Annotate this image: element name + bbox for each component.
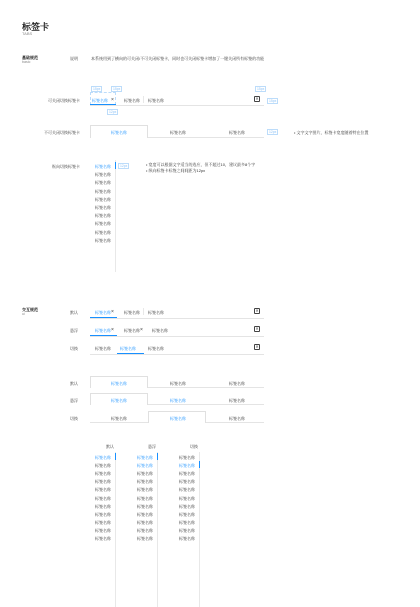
vertical-tab-item[interactable]: 标签名称 <box>95 511 111 517</box>
vertical-tab-item[interactable]: 标签名称 <box>95 188 111 194</box>
close-all-icon[interactable]: ✕ <box>255 326 259 331</box>
vertical-active-indicator <box>199 461 200 468</box>
vertical-active-indicator <box>157 453 158 460</box>
unclosable-tab-active[interactable]: 标签名称 <box>111 398 127 403</box>
tab-bar-baseline <box>90 318 264 319</box>
spacing-annotation: 12px <box>120 164 128 168</box>
spacing-annotation: 15px <box>93 87 101 91</box>
state-label-hover: 悬浮 <box>70 328 78 333</box>
closable-tab[interactable]: 标签名称 <box>148 346 164 351</box>
vertical-tab-item[interactable]: 标签名称 <box>95 479 111 485</box>
vertical-active-indicator <box>115 162 116 169</box>
closable-tab[interactable]: 标签名称 <box>148 98 164 103</box>
spacing-annotation: 15px <box>257 87 265 91</box>
state-label-switch: 切换 <box>70 346 78 351</box>
closable-tab[interactable]: 标签名称 <box>124 310 140 315</box>
tab-divider <box>143 308 144 315</box>
vertical-tab-item[interactable]: 标签名称 <box>95 487 111 493</box>
unclosable-tab[interactable]: 标签名称 <box>170 130 186 135</box>
closable-tab[interactable]: 标签名称 <box>124 98 140 103</box>
description-label: 说明 <box>70 56 78 61</box>
note-text: • 宽度可以根据文字适当的选应，但不超过10，建议最多8个字 <box>146 162 256 167</box>
active-tab-indicator <box>90 335 117 336</box>
vertical-tab-rail <box>115 452 116 607</box>
unclosable-tab[interactable]: 标签名称 <box>111 416 127 421</box>
state-label-default: 默认 <box>70 310 78 315</box>
note-text: • 文字文字图片，标签卡宽度随着特在位置 <box>294 130 369 135</box>
vertical-tab-item[interactable]: 标签名称 <box>95 237 111 243</box>
closable-tab-active[interactable]: 标签名称 <box>120 346 136 351</box>
unclosable-tab[interactable]: 标签名称 <box>229 381 245 386</box>
spacing-annotation: 12px <box>109 110 117 114</box>
vertical-tab-item[interactable]: 标签名称 <box>179 479 195 485</box>
spacing-annotation: 15px <box>113 87 121 91</box>
state-label-hover: 悬浮 <box>70 398 78 403</box>
state-label-hover: 悬浮 <box>148 444 156 449</box>
state-label-default: 默认 <box>70 381 78 386</box>
vertical-tab-item[interactable]: 标签名称 <box>95 221 111 227</box>
vertical-tab-item[interactable]: 标签名称 <box>95 205 111 210</box>
vertical-tab-item[interactable]: 标签名称 <box>179 455 195 460</box>
close-icon[interactable]: × <box>111 97 114 103</box>
vertical-tab-item[interactable]: 标签名称 <box>179 527 195 533</box>
note-text: • 纵向标签卡标签之间间距为12px <box>146 168 206 173</box>
spacing-annotation: 12px <box>269 130 277 134</box>
vertical-tab-item[interactable]: 标签名称 <box>95 229 111 235</box>
vertical-tab-item[interactable]: 标签名称 <box>137 519 153 525</box>
vertical-tab-item[interactable]: 标签名称 <box>179 487 195 493</box>
closable-tab-active[interactable]: 标签名称 <box>95 328 111 333</box>
tab-bar-baseline <box>90 336 264 337</box>
vertical-tab-item[interactable]: 标签名称 <box>179 511 195 517</box>
vertical-tab-item[interactable]: 标签名称 <box>137 463 153 469</box>
vertical-tab-item[interactable]: 标签名称 <box>95 213 111 219</box>
vertical-tab-rail <box>115 160 116 272</box>
page-subtitle: TABS <box>22 31 33 36</box>
tab-bar-baseline <box>90 105 264 106</box>
vertical-tab-item[interactable]: 标签名称 <box>95 172 111 178</box>
closable-tab-active[interactable]: 标签名称 <box>92 98 108 103</box>
close-icon[interactable]: × <box>111 327 114 333</box>
vertical-tab-rail <box>157 452 158 607</box>
unclosable-tab-active[interactable]: 标签名称 <box>170 416 186 421</box>
vertical-tab-item[interactable]: 标签名称 <box>95 471 111 477</box>
vertical-tab-item[interactable]: 标签名称 <box>137 455 153 460</box>
closable-tabs-label: 可关闭切换标签卡 <box>48 98 80 103</box>
vertical-tab-item[interactable]: 标签名称 <box>95 455 111 460</box>
closable-tab[interactable]: 标签名称 <box>95 346 111 351</box>
vertical-tab-item[interactable]: 标签名称 <box>137 495 153 501</box>
spacing-annotation: 15px <box>269 99 277 103</box>
description-text: 本系统用到了横向的可关闭/不可关闭标签卡，同时也可关闭标签卡增加了一键关闭所有标签的功能 <box>91 56 265 61</box>
vertical-tab-item[interactable]: 标签名称 <box>137 536 153 541</box>
unclosable-tab[interactable]: 标签名称 <box>229 130 245 135</box>
vertical-tab-item[interactable]: 标签名称 <box>179 495 195 501</box>
active-tab-indicator <box>117 353 144 354</box>
unclosable-tab[interactable]: 标签名称 <box>229 416 245 421</box>
vertical-tab-item[interactable]: 标签名称 <box>95 463 111 469</box>
vertical-tab-item[interactable]: 标签名称 <box>179 463 195 469</box>
vertical-tab-item[interactable]: 标签名称 <box>137 487 153 493</box>
close-icon[interactable]: × <box>140 327 143 333</box>
vertical-tab-item[interactable]: 标签名称 <box>95 164 111 169</box>
state-label-switch: 切换 <box>70 416 78 421</box>
unclosable-tab-active[interactable]: 标签名称 <box>111 381 127 386</box>
vertical-tab-item[interactable]: 标签名称 <box>179 536 195 541</box>
vertical-tab-item[interactable]: 标签名称 <box>95 536 111 541</box>
closable-tab[interactable]: 标签名称 <box>148 310 164 315</box>
vertical-tabs-label: 纵向切换标签卡 <box>52 164 80 169</box>
vertical-tab-item[interactable]: 标签名称 <box>137 503 153 509</box>
unclosable-tab[interactable]: 标签名称 <box>229 398 245 403</box>
vertical-tab-item[interactable]: 标签名称 <box>179 503 195 509</box>
vertical-tab-item[interactable]: 标签名称 <box>95 503 111 509</box>
page-title: 标签卡 <box>22 22 50 32</box>
tab-bar-baseline <box>148 137 264 138</box>
section-interaction-title: 交互规范 <box>22 307 38 312</box>
vertical-tab-item[interactable]: 标签名称 <box>95 519 111 525</box>
vertical-tab-item[interactable]: 标签名称 <box>95 495 111 501</box>
tab-bar-baseline <box>148 404 264 405</box>
closable-tab[interactable]: 标签名称 <box>124 328 140 333</box>
vertical-tab-item[interactable]: 标签名称 <box>137 471 153 477</box>
close-all-icon[interactable]: ✕ <box>255 308 259 313</box>
tab-divider <box>143 96 144 103</box>
tab-bar-baseline <box>206 422 264 423</box>
vertical-tab-item[interactable]: 标签名称 <box>179 519 195 525</box>
tab-bar-baseline <box>148 387 264 388</box>
vertical-tab-item[interactable]: 标签名称 <box>179 471 195 477</box>
vertical-tab-item[interactable]: 标签名称 <box>137 479 153 485</box>
unclosable-tab[interactable]: 标签名称 <box>170 381 186 386</box>
unclosable-tab-active[interactable]: 标签名称 <box>111 130 127 135</box>
unclosable-tab-hover[interactable]: 标签名称 <box>170 398 186 403</box>
unclosable-tabs-label: 不可关闭切换标签卡 <box>44 130 80 135</box>
vertical-tab-rail <box>199 452 200 607</box>
section-interaction-subtitle: ui <box>22 312 25 316</box>
close-icon[interactable]: × <box>111 309 114 315</box>
close-all-icon[interactable]: ✕ <box>255 344 259 349</box>
section-basic-title: 基础规范 <box>22 55 38 60</box>
vertical-tab-item[interactable]: 标签名称 <box>95 196 111 202</box>
tab-bar-baseline <box>90 422 148 423</box>
vertical-tab-item[interactable]: 标签名称 <box>95 180 111 186</box>
closable-tab-active[interactable]: 标签名称 <box>95 310 111 315</box>
close-all-icon[interactable]: ✕ <box>255 96 259 101</box>
section-basic-subtitle: basic <box>22 60 31 64</box>
vertical-active-indicator <box>115 453 116 460</box>
closable-tab[interactable]: 标签名称 <box>152 328 168 333</box>
vertical-tab-item[interactable]: 标签名称 <box>137 527 153 533</box>
active-tab-indicator <box>90 317 117 318</box>
active-tab-indicator <box>90 104 116 105</box>
state-label-switch: 切换 <box>190 444 198 449</box>
vertical-tab-item[interactable]: 标签名称 <box>137 511 153 517</box>
state-label-default: 默认 <box>106 444 114 449</box>
tab-bar-baseline <box>90 354 264 355</box>
vertical-tab-item[interactable]: 标签名称 <box>95 527 111 533</box>
